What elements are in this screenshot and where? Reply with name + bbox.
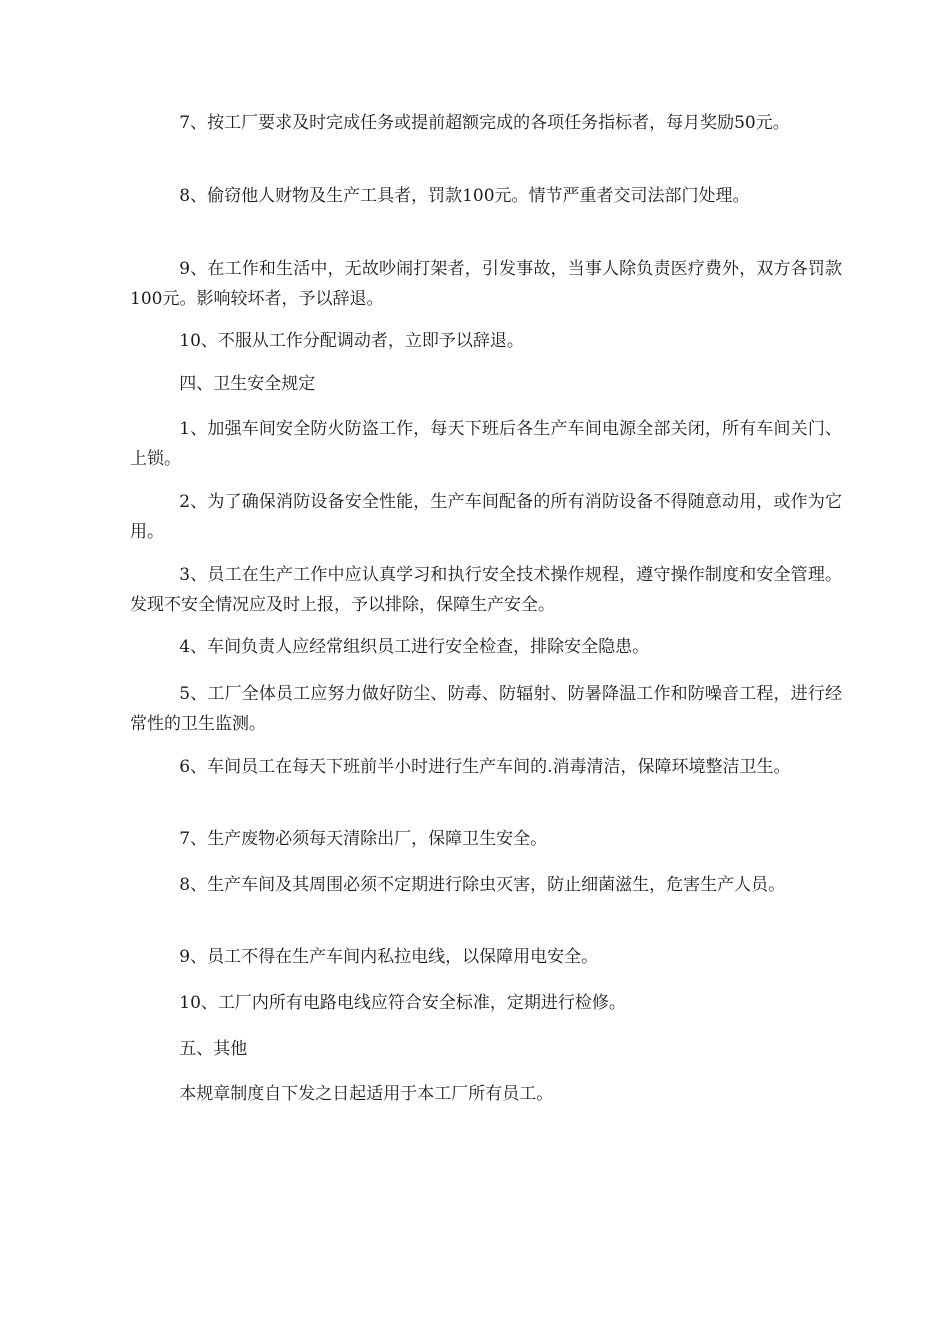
- paragraph-safety-item-8: 8、生产车间及其周围必须不定期进行除虫灭害，防止细菌滋生，危害生产人员。: [179, 875, 786, 895]
- paragraph-safety-item-9: 9、员工不得在生产车间内私拉电线，以保障用电安全。: [179, 947, 599, 967]
- paragraph-penalty-item-8: 8、偷窃他人财物及生产工具者，罚款100元。情节严重者交司法部门处理。: [179, 186, 750, 206]
- section-heading-safety: 四、卫生安全规定: [179, 374, 316, 394]
- paragraph-safety-item-5: 5、工厂全体员工应努力做好防尘、防毒、防辐射、防暑降温工作和防噪音工程，进行经常性的卫生监测。: [130, 684, 842, 734]
- section-heading-other: 五、其他: [179, 1039, 248, 1059]
- paragraph-safety-item-1: 1、加强车间安全防火防盗工作，每天下班后各生产车间电源全部关闭，所有车间关门、上锁。: [130, 419, 842, 469]
- paragraph-applicability: 本规章制度自下发之日起适用于本工厂所有员工。: [179, 1084, 554, 1104]
- paragraph-reward-item-7: 7、按工厂要求及时完成任务或提前超额完成的各项任务指标者，每月奖励50元。: [179, 113, 790, 133]
- paragraph-safety-item-10: 10、工厂内所有电路电线应符合安全标准，定期进行检修。: [179, 993, 626, 1013]
- paragraph-safety-item-6: 6、车间员工在每天下班前半小时进行生产车间的.消毒清洁，保障环境整洁卫生。: [179, 757, 791, 777]
- paragraph-safety-item-4: 4、车间负责人应经常组织员工进行安全检查，排除安全隐患。: [179, 637, 650, 657]
- paragraph-safety-item-7: 7、生产废物必须每天清除出厂，保障卫生安全。: [179, 829, 548, 849]
- paragraph-penalty-item-10: 10、不服从工作分配调动者，立即予以辞退。: [179, 331, 524, 351]
- paragraph-penalty-item-9: 9、在工作和生活中，无故吵闹打架者，引发事故，当事人除负责医疗费外，双方各罚款100元。影响较坏者，予以辞退。: [130, 259, 842, 309]
- paragraph-safety-item-2: 2、为了确保消防设备安全性能，生产车间配备的所有消防设备不得随意动用，或作为它用。: [130, 492, 842, 542]
- paragraph-safety-item-3: 3、员工在生产工作中应认真学习和执行安全技术操作规程，遵守操作制度和安全管理。发现不安全情况应及时上报，予以排除，保障生产安全。: [130, 565, 842, 615]
